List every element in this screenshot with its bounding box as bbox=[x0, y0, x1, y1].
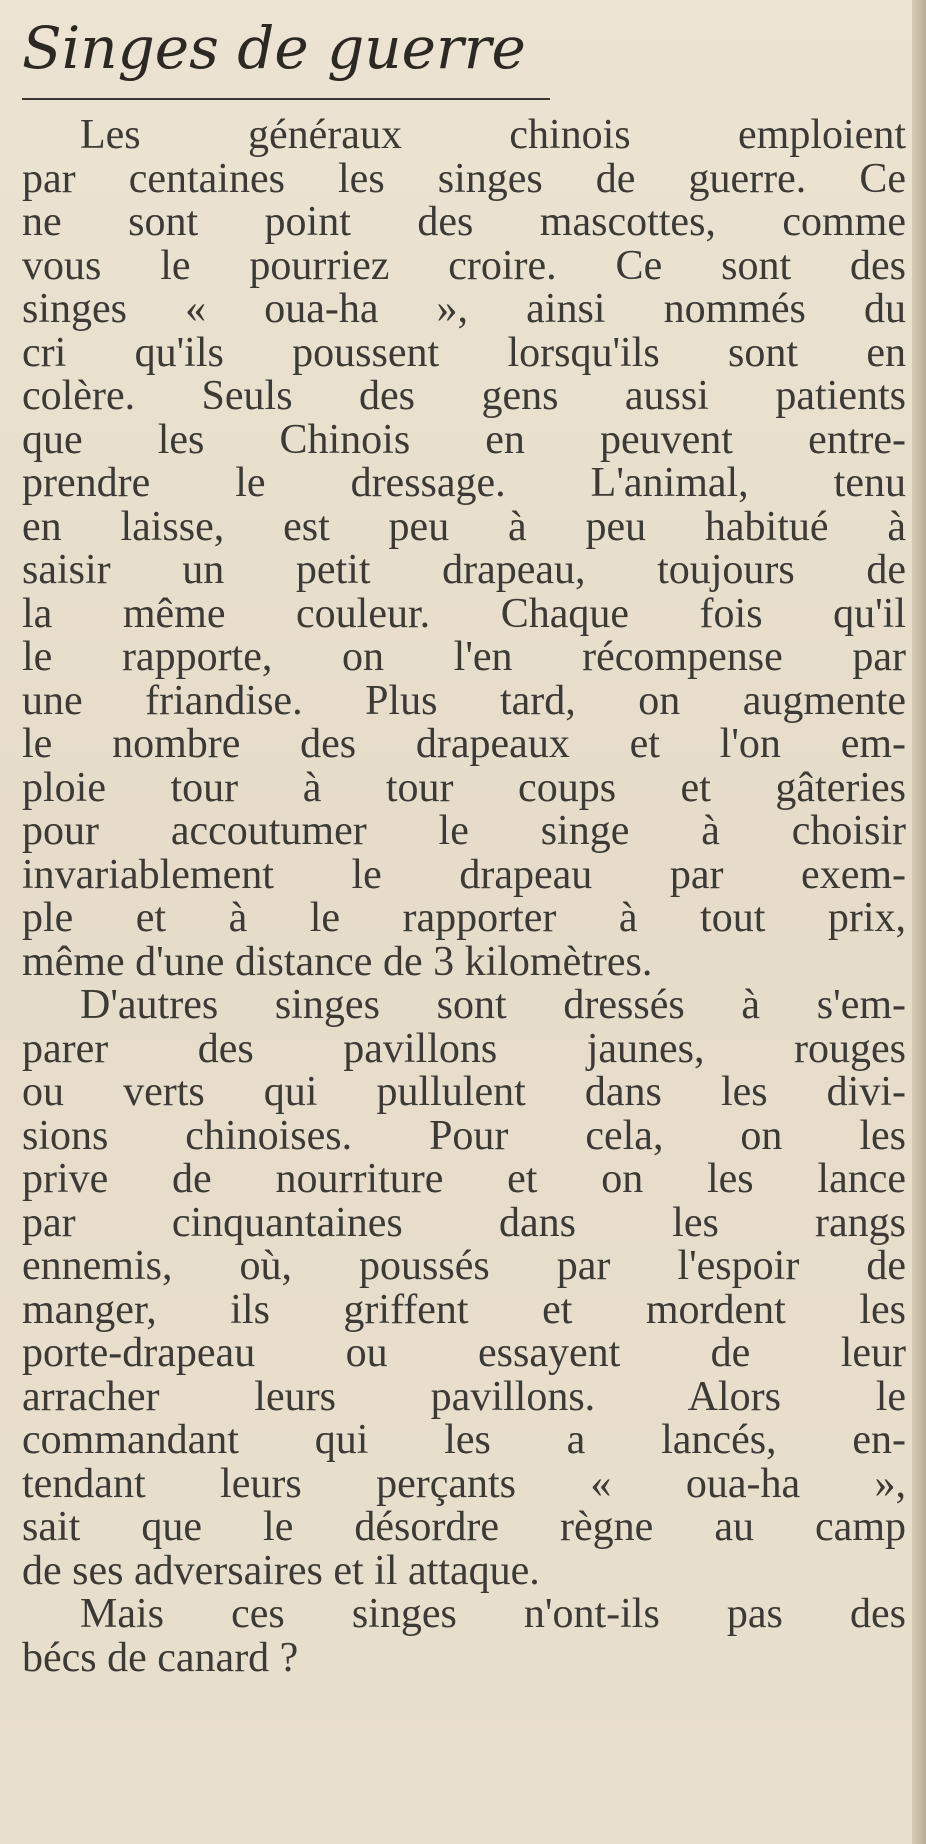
text-line: prive de nourriture et on les lance bbox=[22, 1156, 906, 1202]
text-line: ploie tour à tour coups et gâteries bbox=[22, 764, 906, 811]
text-line: bécs de canard ? bbox=[22, 1634, 299, 1681]
text-line: en laisse, est peu à peu habitué à bbox=[22, 503, 906, 550]
text-line: Mais ces singes n'ont-ils pas des bbox=[80, 1591, 906, 1637]
text-line: cri qu'ils poussent lorsqu'ils sont en bbox=[22, 329, 906, 376]
text-line: arracher leurs pavillons. Alors le bbox=[22, 1373, 906, 1420]
text-line: commandant qui les a lancés, en- bbox=[22, 1417, 906, 1463]
text-line: colère. Seuls des gens aussi patients bbox=[22, 373, 906, 419]
text-line: sions chinoises. Pour cela, on les bbox=[22, 1112, 906, 1159]
paragraph-1 bbox=[22, 114, 906, 984]
text-line: par cinquantaines dans les rangs bbox=[22, 1199, 906, 1246]
text-line: tendant leurs perçants « oua-ha », bbox=[22, 1460, 906, 1507]
text-line: par centaines les singes de guerre. Ce bbox=[22, 155, 906, 202]
text-line: manger, ils griffent et mordent les bbox=[22, 1286, 906, 1333]
text-line: invariablement le drapeau par exem- bbox=[22, 851, 906, 898]
paragraph-3 bbox=[22, 1593, 906, 1680]
text-line: ou verts qui pullulent dans les divi- bbox=[22, 1069, 906, 1115]
text-line: vous le pourriez croire. Ce sont des bbox=[22, 242, 906, 289]
text-line: porte-drapeau ou essayent de leur bbox=[22, 1330, 906, 1376]
text-line: une friandise. Plus tard, on augmente bbox=[22, 677, 906, 724]
text-line: prendre le dressage. L'animal, tenu bbox=[22, 460, 906, 506]
text-line: pour accoutumer le singe à choisir bbox=[22, 808, 906, 854]
text-line: même d'une distance de 3 kilomètres. bbox=[22, 938, 653, 985]
text-line: parer des pavillons jaunes, rouges bbox=[22, 1025, 906, 1072]
page-spine-shadow bbox=[912, 0, 926, 1844]
paragraph-2 bbox=[22, 984, 906, 1593]
article-title: Singes de guerre bbox=[22, 14, 526, 82]
text-line: ne sont point des mascottes, comme bbox=[22, 199, 906, 245]
text-line: Les généraux chinois emploient bbox=[80, 112, 906, 158]
text-line: ennemis, où, poussés par l'espoir de bbox=[22, 1243, 906, 1289]
text-line: saisir un petit drapeau, toujours de bbox=[22, 547, 906, 593]
text-line: le rapporte, on l'en récompense par bbox=[22, 634, 906, 680]
text-line: ple et à le rapporter à tout prix, bbox=[22, 895, 906, 941]
article-body bbox=[22, 114, 906, 1680]
text-line: la même couleur. Chaque fois qu'il bbox=[22, 590, 906, 637]
text-line: sait que le désordre règne au camp bbox=[22, 1504, 906, 1550]
text-line: de ses adversaires et il attaque. bbox=[22, 1547, 540, 1594]
title-underline bbox=[22, 98, 550, 100]
text-line: le nombre des drapeaux et l'on em- bbox=[22, 721, 906, 767]
text-line: singes « oua-ha », ainsi nommés du bbox=[22, 286, 906, 332]
text-line: que les Chinois en peuvent entre- bbox=[22, 416, 906, 463]
text-line: D'autres singes sont dressés à s'em- bbox=[80, 982, 906, 1028]
